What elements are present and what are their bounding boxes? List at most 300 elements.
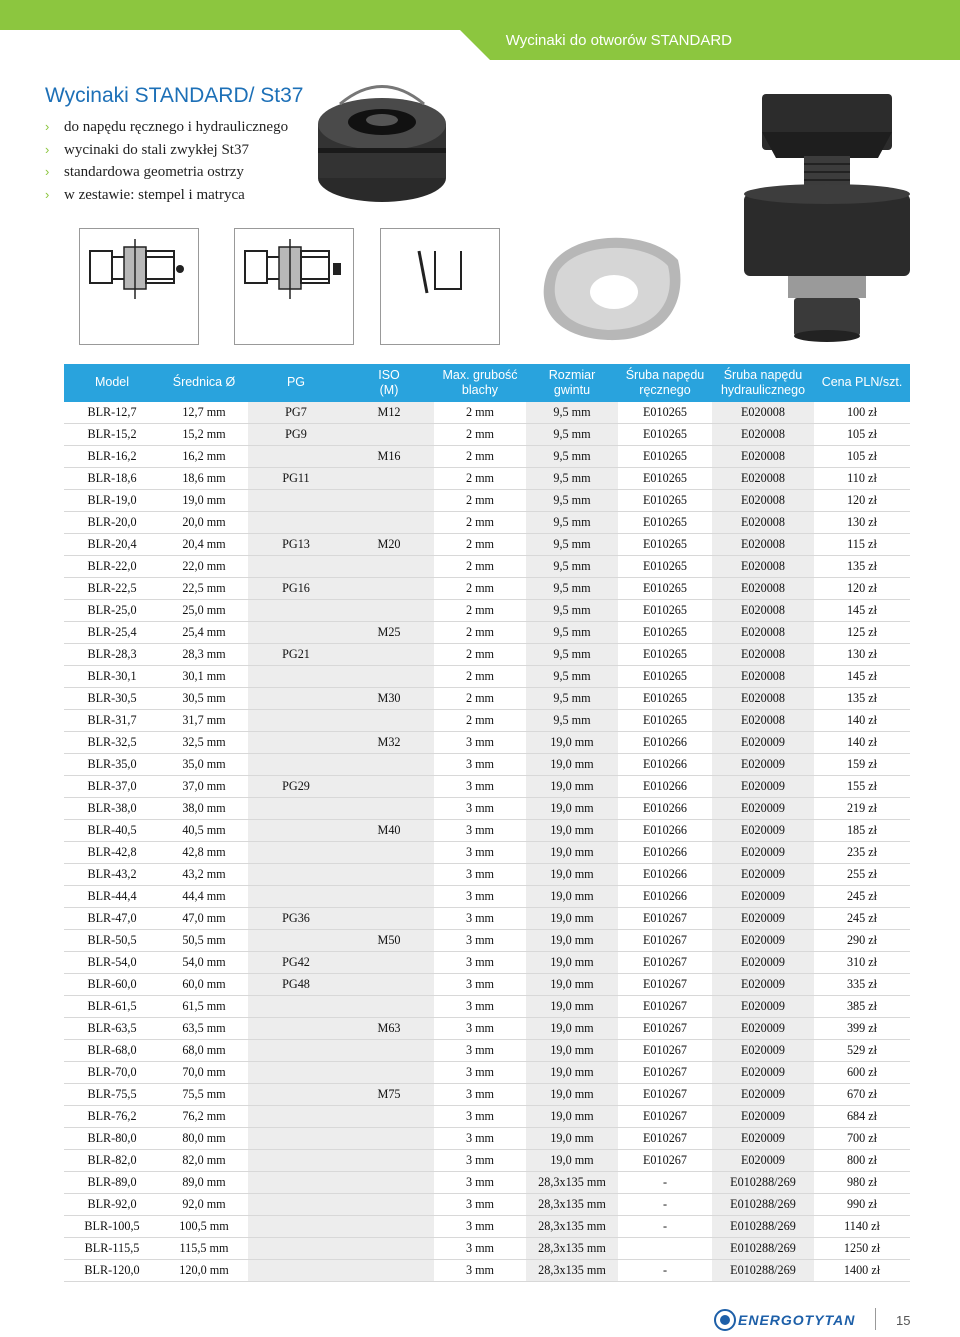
chevron-right-icon: › xyxy=(45,119,50,134)
table-cell: E010265 xyxy=(618,578,712,600)
table-cell: 3 mm xyxy=(434,1128,526,1150)
list-item: › standardowa geometria ostrzy xyxy=(45,161,288,184)
table-cell: 2 mm xyxy=(434,402,526,424)
table-cell: 105 zł xyxy=(814,446,910,468)
table-cell xyxy=(344,952,434,974)
table-cell: 3 mm xyxy=(434,1150,526,1172)
table-cell: - xyxy=(618,1194,712,1216)
table-cell: 19,0 mm xyxy=(526,754,618,776)
table-cell xyxy=(344,666,434,688)
table-cell: 3 mm xyxy=(434,908,526,930)
table-cell xyxy=(344,644,434,666)
table-row xyxy=(64,1194,910,1216)
table-row xyxy=(64,732,910,754)
table-cell: E020009 xyxy=(712,1018,814,1040)
table-cell: 30,1 mm xyxy=(160,666,248,688)
list-item: › do napędu ręcznego i hydraulicznego xyxy=(45,116,288,139)
chevron-right-icon: › xyxy=(45,186,50,202)
table-cell: E020008 xyxy=(712,402,814,424)
table-cell: E020009 xyxy=(712,798,814,820)
table-cell: 25,4 mm xyxy=(160,622,248,644)
table-cell: 110 zł xyxy=(814,468,910,490)
table-row xyxy=(64,974,910,996)
table-cell: BLR-60,0 xyxy=(64,974,160,996)
table-cell xyxy=(344,600,434,622)
table-cell: 115 zł xyxy=(814,534,910,556)
table-cell: 529 zł xyxy=(814,1040,910,1062)
table-cell: 37,0 mm xyxy=(160,776,248,798)
table-cell: 155 zł xyxy=(814,776,910,798)
table-cell: PG48 xyxy=(248,974,344,996)
table-cell: E010267 xyxy=(618,908,712,930)
table-cell: 2 mm xyxy=(434,666,526,688)
table-cell: PG13 xyxy=(248,534,344,556)
table-cell: 42,8 mm xyxy=(160,842,248,864)
table-cell: E010266 xyxy=(618,754,712,776)
table-row xyxy=(64,468,910,490)
table-cell: 9,5 mm xyxy=(526,710,618,732)
table-cell: 145 zł xyxy=(814,600,910,622)
chevron-right-icon: › xyxy=(45,164,50,179)
table-cell: 9,5 mm xyxy=(526,556,618,578)
table-cell: 9,5 mm xyxy=(526,402,618,424)
table-row xyxy=(64,1018,910,1040)
table-cell: BLR-70,0 xyxy=(64,1062,160,1084)
table-cell: 385 zł xyxy=(814,996,910,1018)
table-cell: BLR-20,0 xyxy=(64,512,160,534)
table-cell: 9,5 mm xyxy=(526,622,618,644)
table-cell: E020008 xyxy=(712,688,814,710)
table-cell: 54,0 mm xyxy=(160,952,248,974)
table-cell: E020008 xyxy=(712,710,814,732)
table-cell: E010266 xyxy=(618,798,712,820)
table-cell xyxy=(248,600,344,622)
table-cell: PG9 xyxy=(248,424,344,446)
table-cell: 290 zł xyxy=(814,930,910,952)
table-cell: 9,5 mm xyxy=(526,490,618,512)
table-cell: 2 mm xyxy=(434,468,526,490)
table-cell: E010267 xyxy=(618,1084,712,1106)
table-cell xyxy=(344,1216,434,1238)
table-cell: E010267 xyxy=(618,1062,712,1084)
table-cell: BLR-115,5 xyxy=(64,1238,160,1260)
table-cell: 19,0 mm xyxy=(526,952,618,974)
table-cell: 19,0 mm xyxy=(526,1018,618,1040)
table-cell: 3 mm xyxy=(434,1106,526,1128)
column-header: Cena PLN/szt. xyxy=(814,364,910,402)
spec-table xyxy=(64,364,910,1282)
table-cell: PG21 xyxy=(248,644,344,666)
table-cell: 28,3x135 mm xyxy=(526,1238,618,1260)
table-cell: 3 mm xyxy=(434,732,526,754)
table-cell: 19,0 mm xyxy=(526,864,618,886)
table-cell: E020008 xyxy=(712,600,814,622)
table-cell xyxy=(344,1194,434,1216)
table-cell: 120 zł xyxy=(814,490,910,512)
table-cell: E010266 xyxy=(618,776,712,798)
table-cell: - xyxy=(618,1172,712,1194)
table-cell: 18,6 mm xyxy=(160,468,248,490)
table-cell xyxy=(344,1260,434,1282)
table-row xyxy=(64,754,910,776)
table-row xyxy=(64,1128,910,1150)
table-cell: E010265 xyxy=(618,534,712,556)
table-cell: E020008 xyxy=(712,622,814,644)
table-cell: 800 zł xyxy=(814,1150,910,1172)
column-header: Rozmiar gwintu xyxy=(526,364,618,402)
table-cell: 140 zł xyxy=(814,710,910,732)
table-cell: E010265 xyxy=(618,688,712,710)
table-cell: E010265 xyxy=(618,512,712,534)
table-cell: 1250 zł xyxy=(814,1238,910,1260)
table-cell: E020008 xyxy=(712,534,814,556)
table-cell xyxy=(344,1062,434,1084)
table-cell: 3 mm xyxy=(434,1260,526,1282)
table-cell: M12 xyxy=(344,402,434,424)
table-cell: 159 zł xyxy=(814,754,910,776)
table-cell: E020009 xyxy=(712,1084,814,1106)
table-cell: - xyxy=(618,1260,712,1282)
table-cell: E020009 xyxy=(712,908,814,930)
table-row xyxy=(64,842,910,864)
table-cell: E010288/269 xyxy=(712,1194,814,1216)
table-cell xyxy=(248,1194,344,1216)
table-row xyxy=(64,1260,910,1282)
table-cell: 100,5 mm xyxy=(160,1216,248,1238)
table-row xyxy=(64,666,910,688)
table-cell: 130 zł xyxy=(814,512,910,534)
table-cell: 135 zł xyxy=(814,688,910,710)
table-cell: BLR-89,0 xyxy=(64,1172,160,1194)
table-row xyxy=(64,424,910,446)
table-cell: 980 zł xyxy=(814,1172,910,1194)
table-cell: 9,5 mm xyxy=(526,512,618,534)
table-cell xyxy=(248,798,344,820)
table-cell: E020009 xyxy=(712,952,814,974)
table-cell xyxy=(248,622,344,644)
table-cell: 3 mm xyxy=(434,996,526,1018)
energotytan-logo xyxy=(714,1308,860,1332)
table-cell: 9,5 mm xyxy=(526,666,618,688)
table-cell xyxy=(248,864,344,886)
table-cell xyxy=(344,468,434,490)
table-cell: E020009 xyxy=(712,1040,814,1062)
table-cell: E010267 xyxy=(618,1150,712,1172)
table-cell: 219 zł xyxy=(814,798,910,820)
table-cell: - xyxy=(618,1216,712,1238)
table-cell: 40,5 mm xyxy=(160,820,248,842)
table-row xyxy=(64,556,910,578)
column-header: PG xyxy=(248,364,344,402)
table-cell: BLR-20,4 xyxy=(64,534,160,556)
table-cell xyxy=(344,996,434,1018)
table-cell: 60,0 mm xyxy=(160,974,248,996)
table-cell xyxy=(248,842,344,864)
table-cell xyxy=(344,754,434,776)
table-cell: E020008 xyxy=(712,446,814,468)
table-cell xyxy=(248,1150,344,1172)
table-cell xyxy=(344,1172,434,1194)
table-cell xyxy=(248,1260,344,1282)
table-cell: BLR-25,4 xyxy=(64,622,160,644)
table-cell xyxy=(248,1106,344,1128)
table-cell: E010265 xyxy=(618,446,712,468)
table-cell: 120 zł xyxy=(814,578,910,600)
table-cell: E020009 xyxy=(712,842,814,864)
table-cell xyxy=(344,1238,434,1260)
table-cell: 76,2 mm xyxy=(160,1106,248,1128)
table-cell: 3 mm xyxy=(434,974,526,996)
table-cell: 19,0 mm xyxy=(526,842,618,864)
cutting-diagram-2 xyxy=(234,228,354,345)
table-cell: BLR-30,5 xyxy=(64,688,160,710)
table-cell xyxy=(344,490,434,512)
table-row xyxy=(64,820,910,842)
table-cell: 61,5 mm xyxy=(160,996,248,1018)
table-row xyxy=(64,1084,910,1106)
table-cell: E010265 xyxy=(618,666,712,688)
table-cell: BLR-12,7 xyxy=(64,402,160,424)
table-cell: 2 mm xyxy=(434,710,526,732)
table-cell: BLR-18,6 xyxy=(64,468,160,490)
table-cell xyxy=(344,512,434,534)
table-cell: E020009 xyxy=(712,996,814,1018)
table-row xyxy=(64,1106,910,1128)
table-cell: 92,0 mm xyxy=(160,1194,248,1216)
table-cell: BLR-100,5 xyxy=(64,1216,160,1238)
table-cell: 3 mm xyxy=(434,754,526,776)
table-cell: 100 zł xyxy=(814,402,910,424)
table-cell: 2 mm xyxy=(434,534,526,556)
table-cell: BLR-44,4 xyxy=(64,886,160,908)
table-cell xyxy=(248,754,344,776)
table-row xyxy=(64,952,910,974)
table-row xyxy=(64,446,910,468)
table-cell: E010267 xyxy=(618,1040,712,1062)
table-row xyxy=(64,710,910,732)
feature-list xyxy=(45,116,288,206)
table-cell: 19,0 mm xyxy=(526,908,618,930)
table-cell: BLR-40,5 xyxy=(64,820,160,842)
table-cell: M32 xyxy=(344,732,434,754)
table-cell: 185 zł xyxy=(814,820,910,842)
column-header: Model xyxy=(64,364,160,402)
table-cell: E010265 xyxy=(618,644,712,666)
table-cell xyxy=(344,798,434,820)
table-cell: 70,0 mm xyxy=(160,1062,248,1084)
table-cell: M16 xyxy=(344,446,434,468)
table-cell: 19,0 mm xyxy=(526,1084,618,1106)
table-cell: E020009 xyxy=(712,1062,814,1084)
table-cell: 235 zł xyxy=(814,842,910,864)
table-cell: 28,3x135 mm xyxy=(526,1216,618,1238)
table-row xyxy=(64,930,910,952)
table-cell: 2 mm xyxy=(434,512,526,534)
table-header-row xyxy=(64,364,910,402)
table-cell xyxy=(248,490,344,512)
table-cell xyxy=(248,556,344,578)
table-cell: E010267 xyxy=(618,952,712,974)
table-cell: BLR-30,1 xyxy=(64,666,160,688)
table-cell: 9,5 mm xyxy=(526,534,618,556)
table-cell: 89,0 mm xyxy=(160,1172,248,1194)
table-cell xyxy=(248,1084,344,1106)
table-cell: BLR-25,0 xyxy=(64,600,160,622)
table-cell: E020009 xyxy=(712,1106,814,1128)
column-header: Śruba napędu ręcznego xyxy=(618,364,712,402)
table-cell: 9,5 mm xyxy=(526,578,618,600)
table-cell xyxy=(344,842,434,864)
table-cell xyxy=(248,446,344,468)
table-cell: 19,0 mm xyxy=(526,996,618,1018)
table-cell: 63,5 mm xyxy=(160,1018,248,1040)
table-cell: 30,5 mm xyxy=(160,688,248,710)
table-cell: 31,7 mm xyxy=(160,710,248,732)
table-cell: 115,5 mm xyxy=(160,1238,248,1260)
table-row xyxy=(64,512,910,534)
table-cell: 3 mm xyxy=(434,886,526,908)
table-cell xyxy=(248,820,344,842)
table-cell: E010265 xyxy=(618,468,712,490)
table-body xyxy=(64,402,910,1282)
table-cell: E020008 xyxy=(712,468,814,490)
table-cell: E020009 xyxy=(712,1150,814,1172)
table-cell: BLR-80,0 xyxy=(64,1128,160,1150)
table-cell: 19,0 mm xyxy=(160,490,248,512)
table-row xyxy=(64,622,910,644)
table-row xyxy=(64,402,910,424)
table-cell: 12,7 mm xyxy=(160,402,248,424)
table-cell: 145 zł xyxy=(814,666,910,688)
table-cell: E020009 xyxy=(712,864,814,886)
table-cell: 1140 zł xyxy=(814,1216,910,1238)
table-cell xyxy=(248,1216,344,1238)
table-cell: 38,0 mm xyxy=(160,798,248,820)
table-cell: E010267 xyxy=(618,1106,712,1128)
header-notch xyxy=(0,30,960,60)
table-cell: 19,0 mm xyxy=(526,732,618,754)
table-cell: BLR-54,0 xyxy=(64,952,160,974)
table-cell: 9,5 mm xyxy=(526,446,618,468)
table-cell: 19,0 mm xyxy=(526,974,618,996)
table-cell: PG29 xyxy=(248,776,344,798)
table-row xyxy=(64,886,910,908)
table-cell: BLR-19,0 xyxy=(64,490,160,512)
table-cell: 3 mm xyxy=(434,1062,526,1084)
table-cell: E010266 xyxy=(618,732,712,754)
table-cell: 120,0 mm xyxy=(160,1260,248,1282)
footer-divider xyxy=(875,1308,876,1330)
table-cell: M30 xyxy=(344,688,434,710)
table-cell: 310 zł xyxy=(814,952,910,974)
table-cell: 9,5 mm xyxy=(526,600,618,622)
table-row xyxy=(64,1150,910,1172)
table-cell: E010265 xyxy=(618,424,712,446)
table-cell: 47,0 mm xyxy=(160,908,248,930)
table-row xyxy=(64,534,910,556)
table-cell: 335 zł xyxy=(814,974,910,996)
table-cell: 2 mm xyxy=(434,424,526,446)
table-cell: BLR-63,5 xyxy=(64,1018,160,1040)
table-cell: BLR-120,0 xyxy=(64,1260,160,1282)
table-cell: 3 mm xyxy=(434,842,526,864)
column-header: Średnica Ø xyxy=(160,364,248,402)
table-cell: 3 mm xyxy=(434,1194,526,1216)
page-number: 15 xyxy=(896,1313,911,1328)
table-cell: M50 xyxy=(344,930,434,952)
table-cell: 9,5 mm xyxy=(526,468,618,490)
table-cell: 3 mm xyxy=(434,930,526,952)
table-cell: 2 mm xyxy=(434,578,526,600)
table-cell: 3 mm xyxy=(434,1084,526,1106)
table-cell: 68,0 mm xyxy=(160,1040,248,1062)
cutting-diagram-1 xyxy=(79,228,199,345)
table-cell: 140 zł xyxy=(814,732,910,754)
table-cell: 19,0 mm xyxy=(526,820,618,842)
table-cell: M75 xyxy=(344,1084,434,1106)
table-cell xyxy=(248,512,344,534)
table-cell: BLR-28,3 xyxy=(64,644,160,666)
table-cell: 19,0 mm xyxy=(526,886,618,908)
table-cell: PG7 xyxy=(248,402,344,424)
section-title: Wycinaki do otworów STANDARD xyxy=(505,32,732,49)
table-row xyxy=(64,1062,910,1084)
table-cell: E010267 xyxy=(618,1128,712,1150)
table-cell: 670 zł xyxy=(814,1084,910,1106)
table-cell: E020009 xyxy=(712,1128,814,1150)
table-cell: BLR-31,7 xyxy=(64,710,160,732)
table-cell: 2 mm xyxy=(434,600,526,622)
table-cell: E010288/269 xyxy=(712,1260,814,1282)
table-cell: E010288/269 xyxy=(712,1216,814,1238)
table-cell: 3 mm xyxy=(434,1018,526,1040)
table-cell: 3 mm xyxy=(434,864,526,886)
cutting-diagram-3 xyxy=(380,228,500,345)
table-cell xyxy=(344,1106,434,1128)
table-cell: 35,0 mm xyxy=(160,754,248,776)
table-cell: 82,0 mm xyxy=(160,1150,248,1172)
table-cell xyxy=(344,908,434,930)
table-cell: BLR-43,2 xyxy=(64,864,160,886)
table-cell: 125 zł xyxy=(814,622,910,644)
table-cell: 9,5 mm xyxy=(526,688,618,710)
table-cell: 28,3x135 mm xyxy=(526,1194,618,1216)
table-cell: BLR-68,0 xyxy=(64,1040,160,1062)
list-item: › wycinaki do stali zwykłej St37 xyxy=(45,139,288,162)
table-cell: E010266 xyxy=(618,864,712,886)
table-row xyxy=(64,996,910,1018)
table-row xyxy=(64,1040,910,1062)
table-cell: E020009 xyxy=(712,732,814,754)
table-cell: M63 xyxy=(344,1018,434,1040)
table-cell: BLR-38,0 xyxy=(64,798,160,820)
table-cell: E010265 xyxy=(618,556,712,578)
table-cell xyxy=(344,1128,434,1150)
table-cell: E010266 xyxy=(618,842,712,864)
table-cell: 2 mm xyxy=(434,644,526,666)
table-cell: 2 mm xyxy=(434,556,526,578)
table-cell: 20,4 mm xyxy=(160,534,248,556)
table-cell: 105 zł xyxy=(814,424,910,446)
table-cell: BLR-50,5 xyxy=(64,930,160,952)
table-cell: 15,2 mm xyxy=(160,424,248,446)
column-header: Śruba napędu hydraulicznego xyxy=(712,364,814,402)
table-cell: 2 mm xyxy=(434,490,526,512)
table-cell: 2 mm xyxy=(434,688,526,710)
table-cell xyxy=(248,1062,344,1084)
table-cell: 684 zł xyxy=(814,1106,910,1128)
table-cell xyxy=(344,556,434,578)
